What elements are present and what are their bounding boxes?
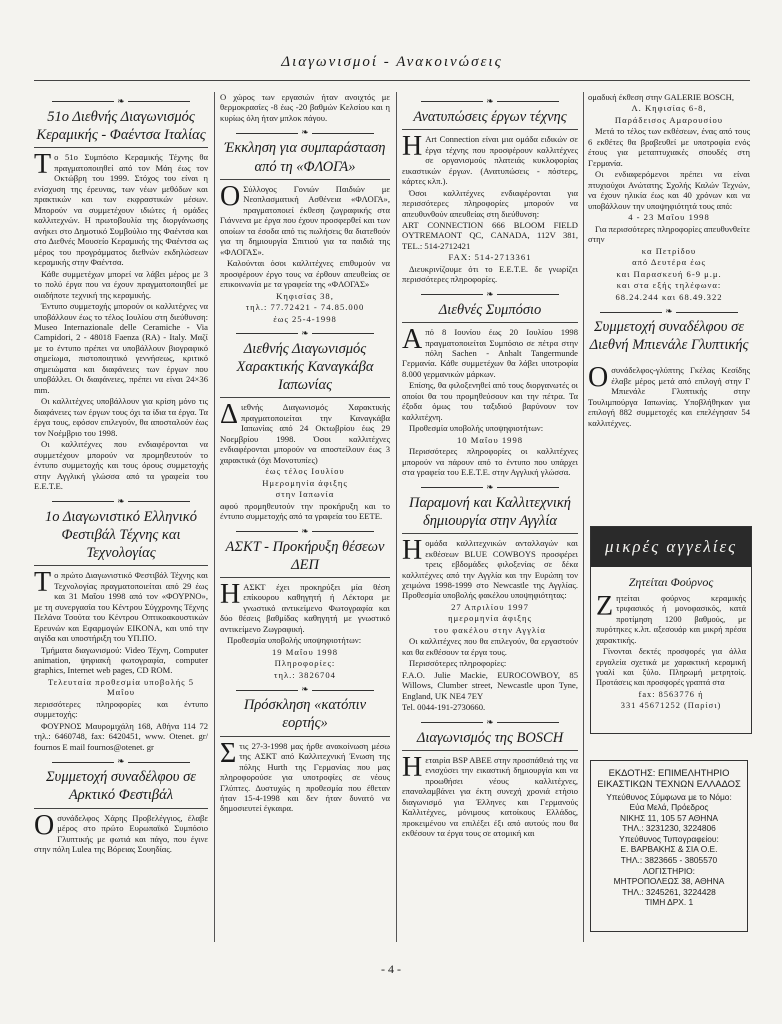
article-title: 51ο Διεθνής Διαγωνισμός Κεραμικής - Φαέντσα Ιταλίας bbox=[34, 108, 208, 148]
article-paragraph: Επίσης, θα φιλοξενηθεί από τους διοργανωτές οι οποίοι θα του προμηθεύσουν και την πέτρα. Τα έξοδα όμως του ταξιδιού βαρύνουν τον καλλιτέχνη. bbox=[402, 380, 578, 422]
ornament-icon: ❧ bbox=[220, 526, 390, 536]
phone-text: τηλ.: 3826704 bbox=[274, 669, 336, 680]
column-divider bbox=[396, 92, 397, 942]
article-paragraph: Το 51ο Συμπόσιο Κεραμικής Τέχνης θα πραγματοποιηθεί από τον Μάη έως τον Οκτώβρη του 1999. Στόχος του είναι η ενίσχυση της έρευνας, των νέων μεθόδων και πρακτικών και των εκφραστικών μέσων. Μπορούν να συμμετέχουν ιδιώτες ή ομάδες καλλιτεχνών. Η πρωτοβουλία της διοργάνωσης ανήκει στο Δημοτικό Συμβούλιο της Φαέντσα και στο Διεθνές Μουσείο Κεραμικής της Φαέντσα ως μέρος του προγράμματος διεθνών εκδηλώσεων κεραμικής στην Φαέντσα. bbox=[34, 149, 208, 268]
article-paragraph: Ο Σύλλογος Γονιών Παιδιών με Νεοπλασματική Ασθένεια «ΦΛΟΓΑ», πραγματοποιεί έκθεση ζωγραφικής στα Γιάννενα με έργα που έχουν προσφερθεί και των οποίων τα έσοδα από τις πωλήσεις θα διατεθούν για τη δημιουργία Σπιτιού για τα παιδιά της «ΦΛΟΓΑΣ». bbox=[220, 180, 390, 257]
article-title: Συμμετοχή συναδέλφου σε Αρκτικό Φεστιβάλ bbox=[34, 768, 208, 808]
page-number: - 4 - bbox=[381, 962, 401, 976]
article-title: Πρόσκληση «κατόπιν εορτής» bbox=[220, 696, 390, 736]
article-title: ΑΣΚΤ - Προκήρυξη θέσεων ΔΕΠ bbox=[220, 538, 390, 578]
column-3 bbox=[402, 92, 578, 948]
ornament-icon: ❧ bbox=[220, 328, 390, 338]
address-text: Κηφισίας 38, bbox=[276, 290, 334, 301]
article-paragraph: Μετά το τέλος των εκθέσεων, ένας από τους 6 εκθέτες θα βραβευθεί με υποτροφία ενός έτους για μεταπτυχιακές σπουδές στη Γερμανία. bbox=[588, 126, 750, 168]
drop-cap: Ο bbox=[220, 180, 241, 212]
article-paragraph: Στις 27-3-1998 μας ήρθε ανακοίνωση μέσω της ΑΣΚΤ από Καλλιτεχνική Ένωση της πόλης Hurth της Γερμανίας που μας πληροφορούσε για υποτροφίες σε νέους Γλύπτες. Δυστυχώς η προθεσμία που έθεταν ήταν 15-4-1998 και δεν ήταν δυνατό να δημοσιευτεί έγκαιρα. bbox=[220, 737, 390, 814]
article-paragraph: ΗΑΣΚΤ έχει προκηρύξει μία θέση επίκουρου καθηγητή ή Λέκτορα με γνωστικό αντικείμενο Φωτογραφία και δύο θέσεις βαθμίδας καθηγητή με γνωστικό αντικείμενο Ζωγραφική. bbox=[220, 578, 390, 634]
contact-text: κα Πετρίδου bbox=[641, 245, 697, 256]
classified-paragraph: Γίνονται δεκτές προσφορές για άλλα εργαλεία σχετικά με χαρακτική κεραμική γυαλί και ξύλο. Πληρωμή μετρητοίς. Προτάσεις και προσφορές γραπτά στα bbox=[596, 647, 746, 688]
classified-title: Ζητείται Φούρνος bbox=[628, 575, 714, 589]
publisher-line: ΤΗΛ.: 3823665 - 3805570 bbox=[620, 855, 718, 866]
ornament-icon: ❧ bbox=[588, 306, 750, 316]
contact-text: και στα εξής τηλέφωνα: bbox=[616, 280, 722, 291]
publisher-line: Υπεύθυνος Τυπογραφείου: bbox=[619, 833, 719, 844]
deadline-text: στην Ιαπωνία bbox=[275, 489, 335, 500]
publisher-line: ΤΗΛ.: 3245261, 3224428 bbox=[622, 886, 716, 897]
article-paragraph: Διευκρινίζουμε ότι το Ε.Ε.Τ.Ε. δε γνωρίζει περισσότερες πληροφορίες. bbox=[402, 263, 578, 285]
address-text: ART CONNECTION 666 BLOOM FIELD OYTREMAONT QC, CANADA, 112V 381, TEL.: 514-2712421 bbox=[402, 220, 578, 251]
drop-cap: Ο bbox=[588, 362, 609, 394]
publisher-line: Εύα Μελά, Πρόεδρος bbox=[629, 802, 709, 813]
article-title: Έκκληση για συμπαράσταση από τη «ΦΛΟΓΑ» bbox=[220, 139, 390, 179]
dates-text: 4 - 23 Μαΐου 1998 bbox=[628, 212, 710, 223]
publisher-line: ΝΙΚΗΣ 11, 105 57 ΑΘΗΝΑ bbox=[620, 812, 718, 823]
drop-cap: Η bbox=[402, 535, 423, 567]
ornament-icon: ❧ bbox=[220, 684, 390, 694]
contact-text: ΦΟΥΡΝΟΣ Μαυρομιχάλη 168, Αθήνα 114 72 τηλ.: 6460748, fax: 6420451, www. Otenet. gr/ fournos E mail fournos@otenet. gr bbox=[34, 720, 208, 752]
info-text: Περισσότερες πληροφορίες: bbox=[409, 658, 507, 669]
drop-cap: Η bbox=[402, 131, 423, 163]
phone-text: 68.24.244 και 68.49.322 bbox=[615, 291, 723, 302]
deadline-text: Προθεσμία υποβολής υποψηφιοτήτων: bbox=[227, 635, 362, 646]
drop-cap: Τ bbox=[34, 567, 52, 599]
column-2 bbox=[220, 92, 390, 948]
drop-cap: Α bbox=[402, 324, 423, 356]
article-title: Συμμετοχή συναδέλφου σε Διεθνή Μπιενάλε Γλυπτικής bbox=[589, 319, 749, 354]
ornament-icon: ❧ bbox=[402, 482, 578, 492]
article-paragraph: Η Art Connection είναι μια ομάδα ειδικών σε έργα τέχνης που προσφέρουν καλλιτέχνες σε οργανισμούς πλατειάς κυκλοφορίας εικαστικών έργων. (Ανατυπώσεις - πόστερς, κάρτες κλπ.). bbox=[402, 131, 578, 187]
date-text: 10 Μαΐου 1998 bbox=[456, 434, 524, 445]
drop-cap: Τ bbox=[34, 149, 52, 181]
contact-text: και Παρασκευή 6-9 μ.μ. bbox=[616, 268, 722, 279]
address-text: Παράδεισος Αμαρουσίου bbox=[614, 114, 724, 125]
classified-body bbox=[591, 591, 751, 712]
article-title: Παραμονή και Καλλιτεχνική δημιουργία στην Αγγλία bbox=[402, 494, 578, 534]
info-text: περισσότερες πληροφορίες και έντυπο συμμετοχής: bbox=[34, 698, 208, 720]
classifieds-header: μικρές αγγελίες bbox=[591, 527, 751, 567]
ornament-icon: ❧ bbox=[402, 289, 578, 299]
deadline-text: Ημερομηνία άφιξης bbox=[262, 477, 348, 488]
column-divider bbox=[583, 92, 584, 942]
article-paragraph: Το πρώτο Διαγωνιστικό Φεστιβάλ Τέχνης και Τεχνολογίας πραγματοποιείται από 29 έως και 31 Μαΐου 1998 από τον «ΦΟΥΡΝΟ», με τη συνεργασία του Κέντρου Σύγχρονης Τέχνης Πελάνα Τσούτα του Κέντρου Οπτικοακουστικών Ερευνών και Εφαρμογών EIKONA, και υπό την αιγίδα και υποστήριξη του ΥΠ.ΠΟ. bbox=[34, 567, 208, 644]
note-text: του φακέλου στην Αγγλία bbox=[434, 624, 546, 635]
info-text: Πληροφορίες: bbox=[274, 658, 336, 669]
article-title: 1ο Διαγωνιστικό Ελληνικό Φεστιβάλ Τέχνης και Τεχνολογίας bbox=[34, 508, 208, 566]
deadline-text: Τελευταία προθεσμία υποβολής 5 Μαΐου bbox=[47, 676, 195, 698]
article-title: Διαγωνισμός της BOSCH bbox=[402, 729, 578, 751]
publisher-line: ΜΗΤΡΟΠΟΛΕΩΣ 38, ΑΘΗΝΑ bbox=[613, 876, 725, 887]
drop-cap: Ζ bbox=[596, 591, 614, 622]
publisher-line: ΤΗΛ.: 3231230, 3224806 bbox=[622, 823, 716, 834]
phone-text: 331 45671252 (Παρίσι) bbox=[620, 701, 722, 711]
deadline-text: Προθεσμία υποβολής υποψηφιοτήτων: bbox=[409, 423, 544, 434]
fax-text: fax: 8563776 ή bbox=[638, 689, 704, 699]
ornament-icon: ❧ bbox=[34, 496, 208, 506]
address-text: F.A.O. Julie Mackie, EUROCOWBOY, 85 Willows, Clumber street, Newcastle upon Tyne, England, UK NE4 7EY bbox=[402, 669, 578, 701]
article-paragraph: αφού προμηθευτούν την προκήρυξη και το έντυπο συμμετοχής από τα γραφεία του ΕΕΤΕ. bbox=[220, 500, 390, 522]
publisher-box bbox=[590, 760, 748, 932]
drop-cap: Δ bbox=[220, 399, 239, 431]
article-paragraph: Οσυνάδελφος-γλύπτης Γκέλας Κεσίδης έλαβε μέρος μετά από επιλογή στην Γ Μπιενάλε Γλυπτικής στην Τουλιμπούργα Ιαπωνίας. Υποβλήθηκαν για επιλογή 882 συμμετοχές και επελέγησαν 54 καλλιτέχνες. bbox=[588, 362, 750, 428]
drop-cap: Σ bbox=[220, 737, 237, 769]
ornament-icon: ❧ bbox=[220, 127, 390, 137]
deadline-text: έως τέλος Ιουλίου bbox=[265, 466, 345, 477]
article-paragraph: Περισσότερες πληροφορίες οι καλλιτέχνες μπορούν να πάρουν από το έντυπο που υπάρχει στα γραφεία του Ε.Ε.Τ.Ε. στην Αγγλική γλώσσα. bbox=[402, 446, 578, 478]
article-paragraph: Οι καλλιτέχνες που ενδιαφέρονται να συμμετέχουν μπορούν να προμηθευτούν το έντυπο συμμετοχής και τους όρους συμμετοχής στην Αγγλική γλώσσα από τα γραφεία του Ε.Ε.Τ.Ε. bbox=[34, 439, 208, 492]
article-paragraph: Έντυπο συμμετοχής μπορούν οι καλλιτέχνες να υποβάλλουν έως το τέλος Ιουλίου στη διεύθυνση: Museo Internazionale delle Ceramiche - Via Campidori, 2 - 48018 Faenza (RA) - Italy. Μαζί με το έντυπο πρέπει να υποβάλλουν βιογραφικό σημείωμα, πιστοποιητικό γεννήσεως, κριτικό σημειώματα και διαφάνειες των έργων που υποβάλλει. Οι διαφάνειες, πρέπει να είναι 24×36 mm. bbox=[34, 301, 208, 395]
drop-cap: Ο bbox=[34, 809, 55, 841]
article-paragraph: ομαδική έκθεση στην GALERIE BOSCH, bbox=[588, 92, 735, 102]
date-text: 19 Μαΐου 1998 bbox=[271, 646, 339, 657]
article-paragraph: Ηομάδα καλλιτεχνικών ανταλλαγών και εκθέσεων BLUE COWBOYS προσφέρει τρεις εβδομάδες φιλοξενίας σε δέκα καλλιτέχνες από την Αγγλία και την Ευρώπη τον χειμώνα 1998-1999 στο Newcastle της Αγγλίας. Προθεσμία υποβολής φακέλου υποψηφιότητας: bbox=[402, 535, 578, 601]
article-paragraph: Οσυνάδελφος Χάρης Προβελέγγιος, έλαβε μέρος στο πρώτο Ευρωπαϊκό Συμπόσιο Γλυπτικής με φωτιά και πάγο, που έγινε στην πόλη Lulea της Βόρειας Σουηδίας. bbox=[34, 809, 208, 855]
ornament-icon: ❧ bbox=[402, 96, 578, 106]
drop-cap: Η bbox=[402, 751, 423, 783]
phone-text: Tel. 0044-191-2730660. bbox=[402, 702, 486, 713]
classifieds-box bbox=[590, 526, 752, 734]
article-paragraph: Ηεταιρία BSP ABEE στην προσπάθειά της να ενισχύσει την εικαστική δημιουργία και να προωθήσει νέους καλλιτέχνες, επαναλαμβάνει για έκτη συνεχή χρονιά ετήσιο διαγωνισμό για Έλληνες και Γερμανούς Καλλιτέχνες, μόνιμους κατοίκους Ελλάδος, προκειμένου να επιλέξει έξι από αυτούς που θα εκθέσουν τα έργα τους σε ατομική και bbox=[402, 751, 578, 839]
article-paragraph: Οι καλλιτέχνες υποβάλλουν για κρίση μόνο τις διαφάνειες των έργων τους όχι τα ίδια τα έργα. Τα έργα τους, εφόσον επιλεγούν, θα αποσταλούν έως τον Νοέμβριο του 1998. bbox=[34, 396, 208, 438]
article-paragraph: Καλούνται όσοι καλλιτέχνες επιθυμούν να προσφέρουν έργο τους να έρθουν απευθείας σε επικοινωνία με τα γραφεία της «ΦΛΟΓΑΣ» bbox=[220, 258, 390, 290]
article-title: Διεθνής Διαγωνισμός Χαρακτικής Καναγκάβα Ιαπωνίας bbox=[220, 340, 390, 398]
article-paragraph: Από 8 Ιουνίου έως 20 Ιουλίου 1998 πραγματοποιείται Συμπόσιο σε πέτρα στην πόλη Sachen - Anhalt Tangermunde Γερμανία. Κάθε συμμετέχων θα λάβει υποτροφία 8.000 γερμανικών μάρκων. bbox=[402, 324, 578, 379]
article-paragraph: Οι ενδιαφερόμενοι πρέπει να είναι πτυχιούχοι Ανώτατης Σχολής Καλών Τεχνών, να έχουν ηλικία έως και 40 χρόνων και να υποβάλλουν την υποψηφιότητά τους από: bbox=[588, 169, 750, 211]
publisher-line: Ε. ΒΑΡΒΑΚΗΣ & ΣΙΑ Ο.Ε. bbox=[620, 844, 718, 855]
section-header: Διαγωνισμοί - Ανακοινώσεις bbox=[34, 54, 750, 81]
article-title: Ανατυπώσεις έργων τέχνης bbox=[402, 108, 578, 130]
article-title: Διεθνές Συμπόσιο bbox=[402, 301, 578, 323]
ornament-icon: ❧ bbox=[34, 96, 208, 106]
column-divider bbox=[214, 92, 215, 942]
article-paragraph: Για περισσότερες πληροφορίες απευθυνθείτε στην bbox=[588, 223, 750, 245]
note-text: ημερομηνία άφιξης bbox=[448, 613, 532, 624]
dates-text: έως 25-4-1998 bbox=[273, 313, 337, 324]
article-paragraph: Ο χώρος των εργασιών ήταν ανοιχτός με θερμοκρασίες -8 έως -20 βαθμών Κελσίου και η κυρίως όλη ήταν μπλοκ πάγου. bbox=[220, 92, 390, 123]
fax-text: FAX: 514-2713361 bbox=[448, 252, 532, 263]
address-text: Λ. Κηφισίας 6-8, bbox=[631, 103, 707, 114]
article-paragraph: Τμήματα διαγωνισμού: Video Τέχνη, Computer animation, ψηφιακή φωτογραφία, computer graphics, Internet web pages, CD ROM. bbox=[34, 644, 208, 676]
publisher-heading: ΕΚΔΟΤΗΣ: ΕΠΙΜΕΛΗΤΗΡΙΟ ΕΙΚΑΣΤΙΚΩΝ ΤΕΧΝΩΝ ΕΛΛΑΔΟΣ bbox=[597, 767, 741, 790]
publisher-line: ΛΟΓΙΣΤΗΡΙΟ: bbox=[643, 865, 695, 876]
phone-text: τηλ.: 77.72421 - 74.85.000 bbox=[245, 302, 365, 313]
article-paragraph: Κάθε συμμετέχων μπορεί να λάβει μέρος με 3 το πολύ έργα που να έχουν πραγματοποιηθεί με οιαδήποτε τεχνική της κεραμικής. bbox=[34, 268, 208, 300]
ornament-icon: ❧ bbox=[34, 756, 208, 766]
article-paragraph: Όσοι καλλιτέχνες ενδιαφέρονται για περισσότερες πληροφορίες μπορούν να απευθυνθούν απευθείας στη διεύθυνση: bbox=[402, 187, 578, 219]
publisher-line: ΤΙΜΗ ΔΡΧ. 1 bbox=[644, 897, 694, 908]
column-1 bbox=[34, 92, 208, 948]
date-text: 27 Απριλίου 1997 bbox=[451, 601, 529, 612]
article-paragraph: Διεθνής Διαγωνισμός Χαρακτικής πραγματοποιείται την Καναγκάβα Ιαπωνίας από 24 Οκτωβρίου έως 29 Νοεμβρίου 1998. Όσοι καλλιτέχνες ενδιαφέρονται μπορούν να αποστείλουν έως 3 χαρακτικά (όχι Μονοτυπίες) bbox=[220, 399, 390, 465]
ornament-icon: ❧ bbox=[402, 717, 578, 727]
drop-cap: Η bbox=[220, 578, 241, 610]
column-4 bbox=[588, 92, 750, 512]
contact-text: από Δευτέρα έως bbox=[632, 257, 706, 268]
classified-paragraph: Ζητείται φούρνος κεραμικής τριφασικός ή μονοφασικός, κατά προτίμηση 1200 βαθμούς, με πυρότηκες κ.λπ. αξεσουάρ και μικρή πρέσα χαρακτικής. bbox=[596, 591, 746, 645]
article-paragraph: Οι καλλιτέχνες που θα επιλεγούν, θα εργαστούν και θα εκθέσουν τα έργα τους. bbox=[402, 636, 578, 657]
publisher-line: Υπεύθυνος Σύμφωνα με το Νόμο: bbox=[606, 791, 732, 802]
